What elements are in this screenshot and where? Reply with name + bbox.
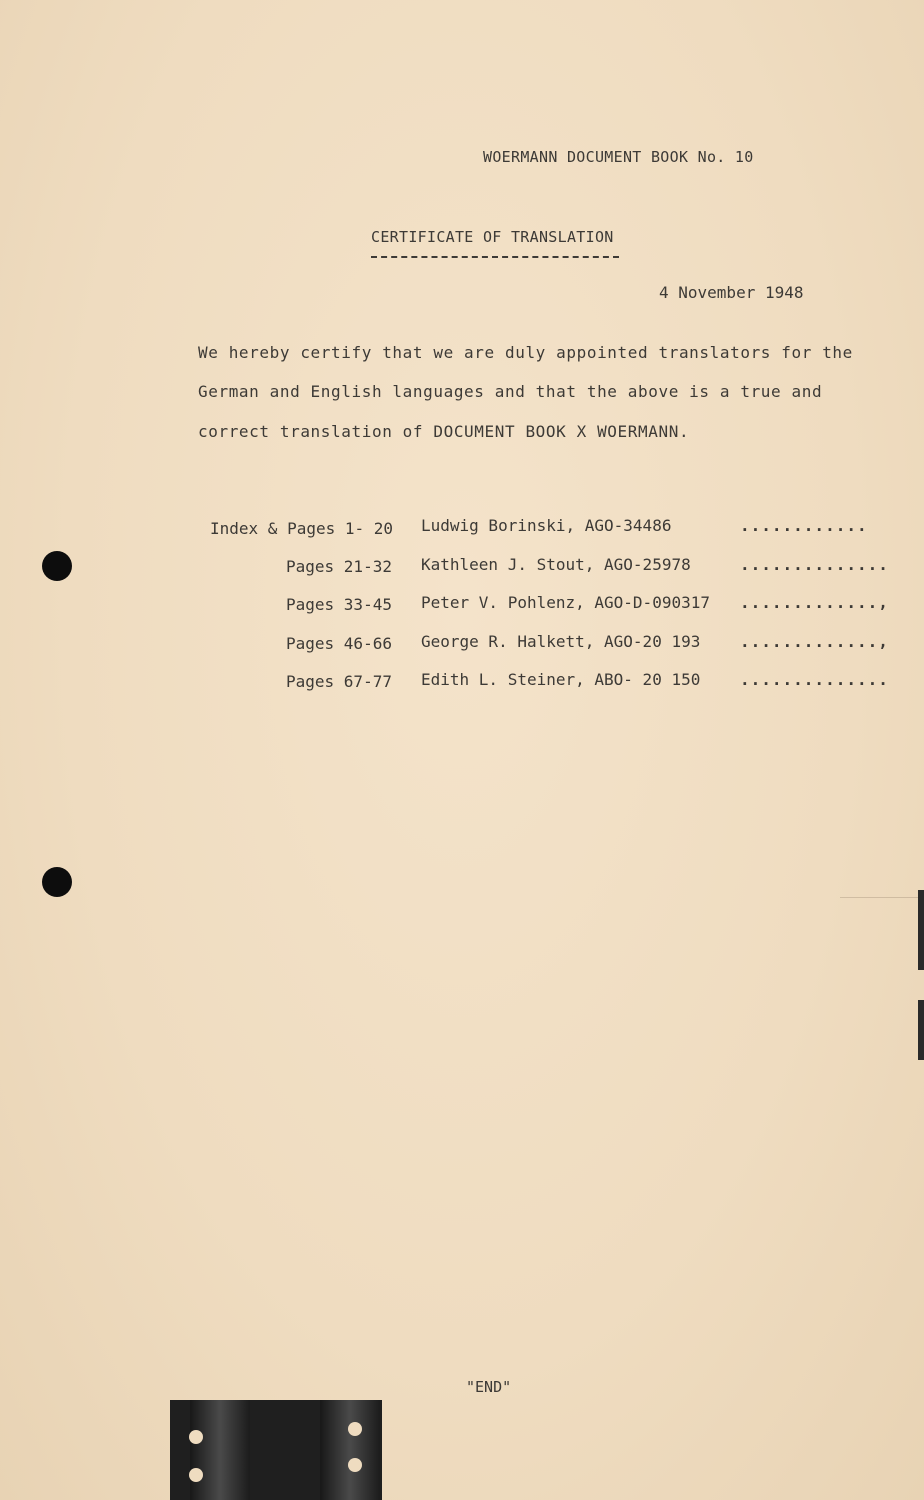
certification-text-line-2: German and English languages and that the above is a true and: [198, 382, 823, 401]
title-underline: [371, 256, 619, 258]
clip-hole: [348, 1422, 362, 1436]
signature-line: ..............: [740, 670, 889, 689]
fold-line: [840, 897, 924, 898]
clip-bar-right: [320, 1400, 380, 1500]
translator-name: Peter V. Pohlenz, AGO-D-090317: [421, 593, 710, 612]
page-range: Index & Pages 1- 20: [210, 519, 394, 538]
translator-name: Edith L. Steiner, ABO- 20 150: [421, 670, 701, 689]
certificate-title: CERTIFICATE OF TRANSLATION: [371, 228, 614, 246]
end-marker: "END": [466, 1378, 512, 1396]
page-range: Pages 21-32: [286, 557, 392, 576]
translator-name: George R. Halkett, AGO-20 193: [421, 632, 701, 651]
binder-clip: [170, 1400, 382, 1500]
signature-line: .............,: [740, 632, 889, 651]
document-book-number: WOERMANN DOCUMENT BOOK No. 10: [483, 148, 754, 166]
signature-line: ..............: [740, 555, 889, 574]
page-range: Pages 67-77: [286, 672, 392, 691]
signature-line: .............,: [740, 593, 889, 612]
clip-hole: [348, 1458, 362, 1472]
certificate-date: 4 November 1948: [659, 283, 804, 302]
punch-hole-bottom: [42, 867, 72, 897]
clip-bar-left: [190, 1400, 250, 1500]
clip-hole: [189, 1430, 203, 1444]
translator-name: Ludwig Borinski, AGO-34486: [421, 516, 672, 535]
page-range: Pages 46-66: [286, 634, 392, 653]
punch-hole-top: [42, 551, 72, 581]
page-range: Pages 33-45: [286, 595, 392, 614]
page-edge-shadow: [918, 890, 924, 970]
certification-text-line-3: correct translation of DOCUMENT BOOK X WOERMANN.: [198, 422, 690, 441]
certification-text-line-1: We hereby certify that we are duly appointed translators for the: [198, 343, 853, 362]
signature-line: ............: [740, 516, 868, 535]
clip-hole: [189, 1468, 203, 1482]
page-edge-shadow-lower: [918, 1000, 924, 1060]
translator-name: Kathleen J. Stout, AGO-25978: [421, 555, 691, 574]
